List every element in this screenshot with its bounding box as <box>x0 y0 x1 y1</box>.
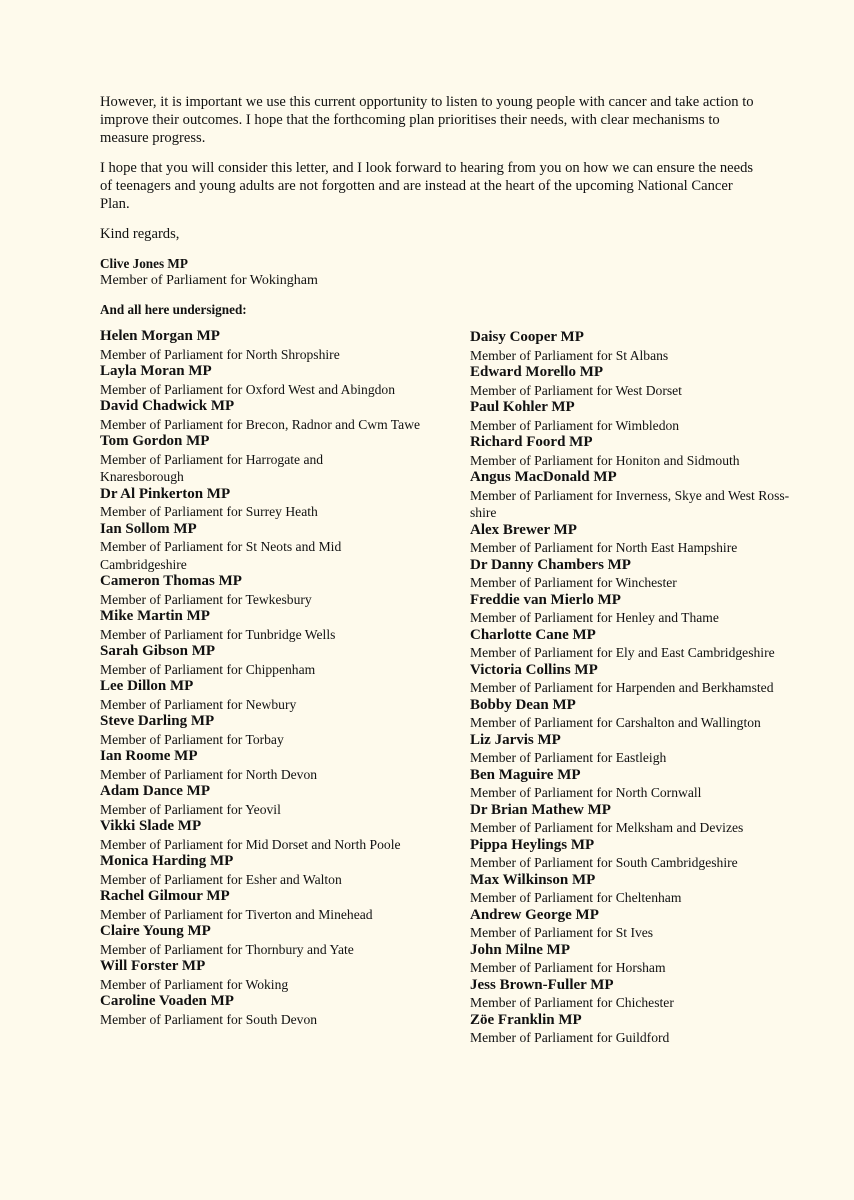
signatory <box>470 802 810 837</box>
signatory-name: Dr Al Pinkerton MP <box>100 485 231 502</box>
signatory-seat: Member of Parliament for North Devon <box>100 766 318 782</box>
signatory-name: Richard Foord MP <box>470 434 593 450</box>
signatory-name: Charlotte Cane MP <box>470 626 596 643</box>
signatory-name: Jess Brown-Fuller MP <box>470 976 614 993</box>
signatory-seat: Member of Parliament for Chichester <box>470 995 674 1010</box>
signatory-name: Andrew George MP <box>470 906 599 923</box>
signatory <box>100 888 440 923</box>
signatory-seat: Member of Parliament for Mid Dorset and North Poole <box>100 836 401 852</box>
signatory <box>470 977 810 1012</box>
signatory-seat: Member of Parliament for Cheltenham <box>470 890 682 905</box>
signatory <box>100 608 440 643</box>
signatory-name: Alex Brewer MP <box>470 521 577 538</box>
signatory-name: Bobby Dean MP <box>470 696 576 713</box>
signatories-left-column <box>100 328 440 1028</box>
paragraph-consider: I hope that you will consider this letter, and I look forward to hearing from you on how we can ensure the needs of teenagers and young adults are not forgotten and are instead at the heart of the upcoming National Cancer Plan. <box>100 160 754 212</box>
signatory <box>470 469 810 522</box>
signatory <box>470 907 810 942</box>
signatory-name: Liz Jarvis MP <box>470 731 561 748</box>
signatory-seat: Member of Parliament for Henley and Thame <box>470 610 719 625</box>
signatory-name: Rachel Gilmour MP <box>100 888 230 904</box>
signatory-seat: Member of Parliament for St Neots and Mid Cambridgeshire <box>100 539 342 572</box>
signatory-seat: Member of Parliament for Tunbridge Wells <box>100 626 336 642</box>
signatory <box>470 364 810 399</box>
signatory-seat: Member of Parliament for Chippenham <box>100 661 316 677</box>
signatory <box>100 748 440 783</box>
signatory <box>100 398 440 433</box>
signatory-seat: Member of Parliament for Honiton and Sidmouth <box>470 452 740 468</box>
signatory-seat: Member of Parliament for South Devon <box>100 1011 318 1027</box>
signatory-seat: Member of Parliament for Tiverton and Minehead <box>100 906 373 922</box>
signatory-name: Adam Dance MP <box>100 783 210 799</box>
signatory-name: Paul Kohler MP <box>470 399 575 415</box>
signatory <box>100 818 440 853</box>
signatory-seat: Member of Parliament for Harpenden and Berkhamsted <box>470 680 774 695</box>
signatory-seat: Member of Parliament for Woking <box>100 976 289 992</box>
signatory-name: Claire Young MP <box>100 923 211 939</box>
signatory-name: Pippa Heylings MP <box>470 836 595 853</box>
signatory-seat: Member of Parliament for Wimbledon <box>470 417 680 433</box>
signatory <box>100 678 440 713</box>
signatory <box>100 573 440 608</box>
letter-body <box>100 93 760 318</box>
signatory <box>100 923 440 958</box>
signatory-seat: Member of Parliament for Guildford <box>470 1030 670 1045</box>
signatory-name: Dr Danny Chambers MP <box>470 556 631 573</box>
signatory-name: Caroline Voaden MP <box>100 993 234 1009</box>
lead-signer-role: Member of Parliament for Wokingham <box>100 273 318 288</box>
signatory-seat: Member of Parliament for North Shropshire <box>100 346 340 362</box>
signatory-name: Max Wilkinson MP <box>470 871 596 888</box>
signatory <box>100 993 440 1028</box>
signatory-name: Sarah Gibson MP <box>100 643 216 659</box>
signatory-seat: Member of Parliament for Melksham and Devizes <box>470 820 744 835</box>
signatory-name: Freddie van Mierlo MP <box>470 591 621 608</box>
signatory-name: Helen Morgan MP <box>100 328 220 344</box>
signatory <box>100 853 440 888</box>
signatory <box>470 942 810 977</box>
closing-salutation: Kind regards, <box>100 226 180 242</box>
signatory-name: Steve Darling MP <box>100 713 215 729</box>
signatory-name: Layla Moran MP <box>100 363 212 379</box>
signatory-seat: Member of Parliament for Eastleigh <box>470 750 667 765</box>
signatory <box>470 329 810 364</box>
signatory-name: Mike Martin MP <box>100 608 210 624</box>
signatory-seat: Member of Parliament for Horsham <box>470 960 666 975</box>
signatory-name: Zöe Franklin MP <box>470 1011 582 1028</box>
signatory-seat: Member of Parliament for Surrey Heath <box>100 504 318 519</box>
signatory-seat: Member of Parliament for West Dorset <box>470 382 682 398</box>
signatory-name: Daisy Cooper MP <box>470 329 584 345</box>
signatory-seat: Member of Parliament for Inverness, Skye and West Ross-shire <box>470 487 790 520</box>
signatory <box>470 592 810 627</box>
signatory <box>100 433 440 486</box>
signatory-seat: Member of Parliament for Winchester <box>470 575 677 590</box>
signatory-name: Will Forster MP <box>100 958 206 974</box>
signatory <box>100 958 440 993</box>
signatory-seat: Member of Parliament for Tewkesbury <box>100 591 312 607</box>
signatory-seat: Member of Parliament for Brecon, Radnor and Cwm Tawe <box>100 416 421 432</box>
signatory <box>470 557 810 592</box>
signatory-name: Cameron Thomas MP <box>100 573 242 589</box>
signatory <box>470 697 810 732</box>
lead-signer-name: Clive Jones MP <box>100 256 188 271</box>
signatory-seat: Member of Parliament for Newbury <box>100 696 297 712</box>
signatory-seat: Member of Parliament for Thornbury and Yate <box>100 941 354 957</box>
signatory-name: John Milne MP <box>470 941 570 958</box>
signatory-seat: Member of Parliament for Carshalton and Wallington <box>470 715 761 730</box>
signatory <box>100 363 440 398</box>
signatory <box>470 522 810 557</box>
signatory <box>470 399 810 434</box>
signatory-name: Ben Maguire MP <box>470 766 581 783</box>
signatory-name: Dr Brian Mathew MP <box>470 801 611 818</box>
signatories-right-column <box>470 329 810 1047</box>
paragraph-opportunity: However, it is important we use this current opportunity to listen to young people with cancer and take action to improve their outcomes. I hope that the forthcoming plan prioritises their needs, with clear mechanisms to measure progress. <box>100 94 754 146</box>
signatory <box>470 434 810 469</box>
signatory <box>470 627 810 662</box>
signatory-name: Vikki Slade MP <box>100 818 202 834</box>
signatory-name: Lee Dillon MP <box>100 678 194 694</box>
signatory <box>100 486 440 521</box>
signatory <box>100 521 440 574</box>
signatory <box>100 643 440 678</box>
signatory <box>470 732 810 767</box>
signatory-seat: Member of Parliament for North East Hampshire <box>470 540 738 555</box>
signatory-seat: Member of Parliament for Ely and East Cambridgeshire <box>470 645 775 660</box>
signatory-name: Monica Harding MP <box>100 853 234 869</box>
signatory-name: Ian Sollom MP <box>100 520 197 537</box>
signatory <box>100 713 440 748</box>
signatory-seat: Member of Parliament for St Albans <box>470 347 669 363</box>
signatory <box>470 662 810 697</box>
signatory-seat: Member of Parliament for Torbay <box>100 731 284 747</box>
signatory-name: Ian Roome MP <box>100 748 198 764</box>
signatory-name: Angus MacDonald MP <box>470 469 617 485</box>
signatory <box>100 328 440 363</box>
signatory <box>470 1012 810 1047</box>
signatory-name: Tom Gordon MP <box>100 433 210 449</box>
signatory-name: David Chadwick MP <box>100 398 235 414</box>
signatory-name: Victoria Collins MP <box>470 661 598 678</box>
signatory-seat: Member of Parliament for Esher and Walton <box>100 871 342 887</box>
signatory-seat: Member of Parliament for Yeovil <box>100 801 281 817</box>
signatory-seat: Member of Parliament for Oxford West and Abingdon <box>100 381 396 397</box>
signatory <box>470 837 810 872</box>
signatory <box>470 767 810 802</box>
signatory-seat: Member of Parliament for North Cornwall <box>470 785 702 800</box>
signatory <box>100 783 440 818</box>
signatory-name: Edward Morello MP <box>470 364 604 380</box>
signatory-seat: Member of Parliament for Harrogate and Knaresborough <box>100 451 324 484</box>
signatory-seat: Member of Parliament for St Ives <box>470 925 654 940</box>
lead-signer <box>100 256 760 290</box>
signatory-seat: Member of Parliament for South Cambridgeshire <box>470 855 738 870</box>
undersigned-heading: And all here undersigned: <box>100 302 247 317</box>
signatory <box>470 872 810 907</box>
